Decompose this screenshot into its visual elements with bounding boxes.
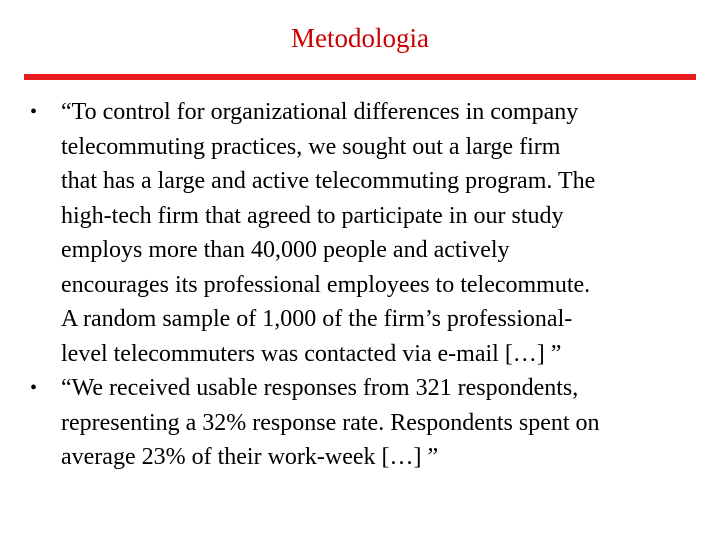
bullet-line: telecommuting practices, we sought out a large firm bbox=[61, 133, 561, 160]
title-divider bbox=[24, 74, 696, 80]
bullet-line: employs more than 40,000 people and actively bbox=[61, 237, 510, 263]
bullet-list bbox=[30, 95, 700, 475]
bullet-item bbox=[30, 371, 700, 475]
bullet-line: “To control for organizational differences in company bbox=[61, 99, 579, 125]
slide-title: Metodologia bbox=[291, 23, 429, 53]
bullet-item bbox=[30, 95, 700, 371]
bullet-line: representing a 32% response rate. Respondents spent on bbox=[61, 409, 600, 436]
bullet-line: encourages its professional employees to telecommute. bbox=[61, 271, 591, 298]
bullet-line: A random sample of 1,000 of the firm’s professional- bbox=[61, 306, 573, 332]
bullet-text bbox=[61, 371, 700, 475]
bullet-line: that has a large and active telecommuting program. The bbox=[61, 168, 596, 194]
bullet-line: level telecommuters was contacted via e-mail […] ” bbox=[61, 340, 562, 367]
bullet-text bbox=[61, 95, 700, 371]
bullet-line: average 23% of their work-week […] ” bbox=[61, 444, 439, 470]
bullet-dot-icon: • bbox=[30, 101, 38, 123]
bullet-dot-icon: • bbox=[30, 377, 38, 399]
bullet-line: high-tech firm that agreed to participate in our study bbox=[61, 202, 564, 229]
bullet-line: “We received usable responses from 321 respondents, bbox=[61, 375, 579, 401]
